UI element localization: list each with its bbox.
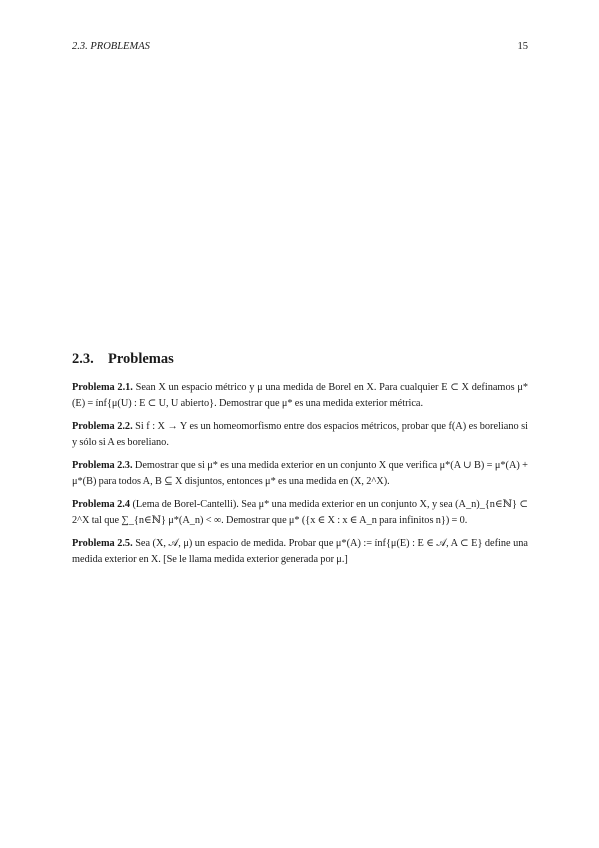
section-number: 2.3. [72,351,94,367]
problem-item [72,380,528,412]
problem-label: Problema 2.3. [72,460,133,471]
section-title: Problemas [108,351,174,367]
problem-item [72,536,528,568]
running-head-section: 2.3. PROBLEMAS [72,41,150,52]
problem-text: Sea μ* una medida exterior en un conjunto X, y sea (A_n)_{n∈ℕ} ⊂ 2^X tal que ∑_{n∈ℕ} μ*(A_n) < ∞. Demostrar que μ* ({x ∈ X : x ∈ A_n para infinitos n}) = 0. [72,499,528,526]
running-head [72,41,528,53]
problem-item [72,458,528,490]
problem-text: Sean X un espacio métrico y μ una medida de Borel en X. Para cualquier E ⊂ X definamos μ*(E) = ínf{μ(U) : E ⊂ U, U abierto}. Demostrar que μ* es una medida exterior métrica. [72,382,528,409]
problem-label: Problema 2.5. [72,538,133,549]
section-heading [72,351,174,368]
problem-list [72,380,528,575]
page-number: 15 [517,41,528,52]
problem-text: Sea (X, 𝒜, μ) un espacio de medida. Probar que μ*(A) := ínf{μ(E) : E ∈ 𝒜, A ⊂ E} define una medida exterior en X. [Se le llama medida exterior generada por μ.] [72,538,528,565]
problem-lemma-name: (Lema de Borel-Cantelli). [132,499,239,510]
problem-label: Problema 2.4 [72,499,131,510]
problem-text: Si f : X → Y es un homeomorfismo entre dos espacios métricos, probar que f(A) es boreliano si y sólo si A es boreliano. [72,421,528,448]
problem-item [72,497,528,529]
problem-text: Demostrar que si μ* es una medida exterior en un conjunto X que verifica μ*(A ∪ B) = μ*(A) + μ*(B) para todos A, B ⊆ X disjuntos, entonces μ* es una medida en (X, 2^X). [72,460,528,487]
problem-label: Problema 2.1. [72,382,133,393]
problem-label: Problema 2.2. [72,421,133,432]
problem-item [72,419,528,451]
